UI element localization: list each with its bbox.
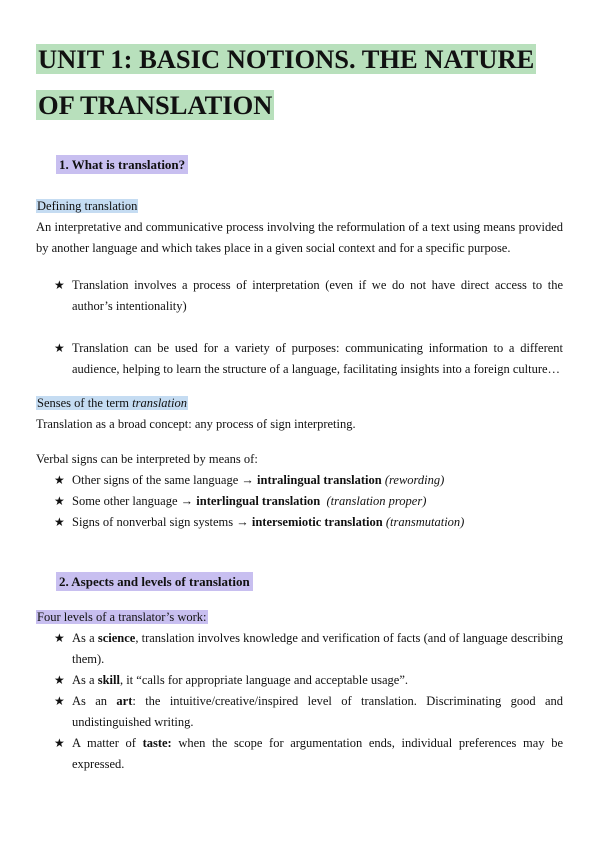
levels-label bbox=[36, 607, 563, 628]
list-item bbox=[36, 512, 563, 533]
item-term: intralingual translation bbox=[257, 473, 382, 487]
item-prefix: As a bbox=[72, 631, 98, 645]
section-1-heading-text: 1. What is translation? bbox=[56, 155, 188, 174]
list-item bbox=[36, 338, 563, 380]
item-text: , translation involves knowledge and verification of facts (and of language describing them). bbox=[72, 631, 563, 666]
senses-label bbox=[36, 393, 563, 414]
star-icon: ★ bbox=[54, 736, 65, 750]
bullet-text: Translation involves a process of interpretation (even if we do not have direct access to the author’s intentionality) bbox=[72, 278, 563, 313]
item-text: : the intuitive/creative/inspired level of translation. Discriminating good and undistinguished writing. bbox=[72, 694, 563, 729]
star-icon: ★ bbox=[54, 694, 65, 708]
star-icon: ★ bbox=[54, 341, 65, 355]
unit-title-line1: UNIT 1: BASIC NOTIONS. THE NATURE bbox=[38, 44, 535, 74]
bullet-text: Translation can be used for a variety of purposes: communicating information to a different audience, helping to learn the structure of a language, facilitating insights into a foreign culture… bbox=[72, 341, 563, 376]
senses-list bbox=[36, 470, 563, 533]
item-term: science bbox=[97, 631, 136, 645]
item-prefix: As an bbox=[72, 694, 117, 708]
item-gloss: (transmutation) bbox=[382, 515, 465, 529]
item-prefix: Other signs of the same language → bbox=[72, 473, 258, 487]
item-term: interlingual translation bbox=[196, 494, 321, 508]
list-item bbox=[36, 670, 563, 691]
senses-label-italic: translation bbox=[132, 396, 187, 410]
item-gloss: (rewording) bbox=[381, 473, 445, 487]
star-icon: ★ bbox=[54, 515, 65, 529]
definition-paragraph: An interpretative and communicative process involving the reformulation of a text using means provided by another language and which takes place in a given social context and for a specific purpose. bbox=[36, 220, 563, 255]
broad-concept-paragraph: Translation as a broad concept: any process of sign interpreting. bbox=[36, 417, 356, 431]
star-icon: ★ bbox=[54, 473, 65, 487]
star-icon: ★ bbox=[54, 631, 65, 645]
star-icon: ★ bbox=[54, 494, 65, 508]
levels-label-text: Four levels of a translator’s work: bbox=[37, 610, 207, 624]
document-page bbox=[36, 36, 563, 775]
list-item bbox=[36, 491, 563, 512]
senses-label-prefix: Senses of the term bbox=[37, 396, 133, 410]
item-prefix: Signs of nonverbal sign systems → bbox=[72, 515, 252, 529]
defining-translation-label-text: Defining translation bbox=[37, 199, 138, 213]
item-term: skill bbox=[97, 673, 120, 687]
section-1-heading bbox=[36, 156, 563, 174]
defining-translation-label bbox=[36, 196, 563, 217]
unit-title bbox=[36, 36, 563, 128]
item-text: when the scope for argumentation ends, individual preferences may be expressed. bbox=[72, 736, 563, 771]
item-prefix: Some other language → bbox=[72, 494, 197, 508]
unit-title-line2: OF TRANSLATION bbox=[38, 90, 273, 120]
item-term: art bbox=[116, 694, 133, 708]
definition-bullet-list bbox=[36, 275, 563, 380]
list-item bbox=[36, 691, 563, 733]
item-gloss: (translation proper) bbox=[320, 494, 427, 508]
item-text: , it “calls for appropriate language and acceptable usage”. bbox=[119, 673, 409, 687]
list-item bbox=[36, 275, 563, 317]
levels-list bbox=[36, 628, 563, 775]
list-item bbox=[36, 628, 563, 670]
item-term: taste: bbox=[142, 736, 172, 750]
verbal-signs-intro: Verbal signs can be interpreted by means of: bbox=[36, 452, 258, 466]
list-item bbox=[36, 733, 563, 775]
section-2-heading bbox=[36, 573, 563, 591]
item-term: intersemiotic translation bbox=[251, 515, 383, 529]
star-icon: ★ bbox=[54, 673, 65, 687]
list-item bbox=[36, 470, 563, 491]
item-prefix: As a bbox=[72, 673, 98, 687]
item-prefix: A matter of bbox=[72, 736, 143, 750]
section-2-heading-text: 2. Aspects and levels of translation bbox=[56, 572, 253, 591]
star-icon: ★ bbox=[54, 278, 65, 292]
